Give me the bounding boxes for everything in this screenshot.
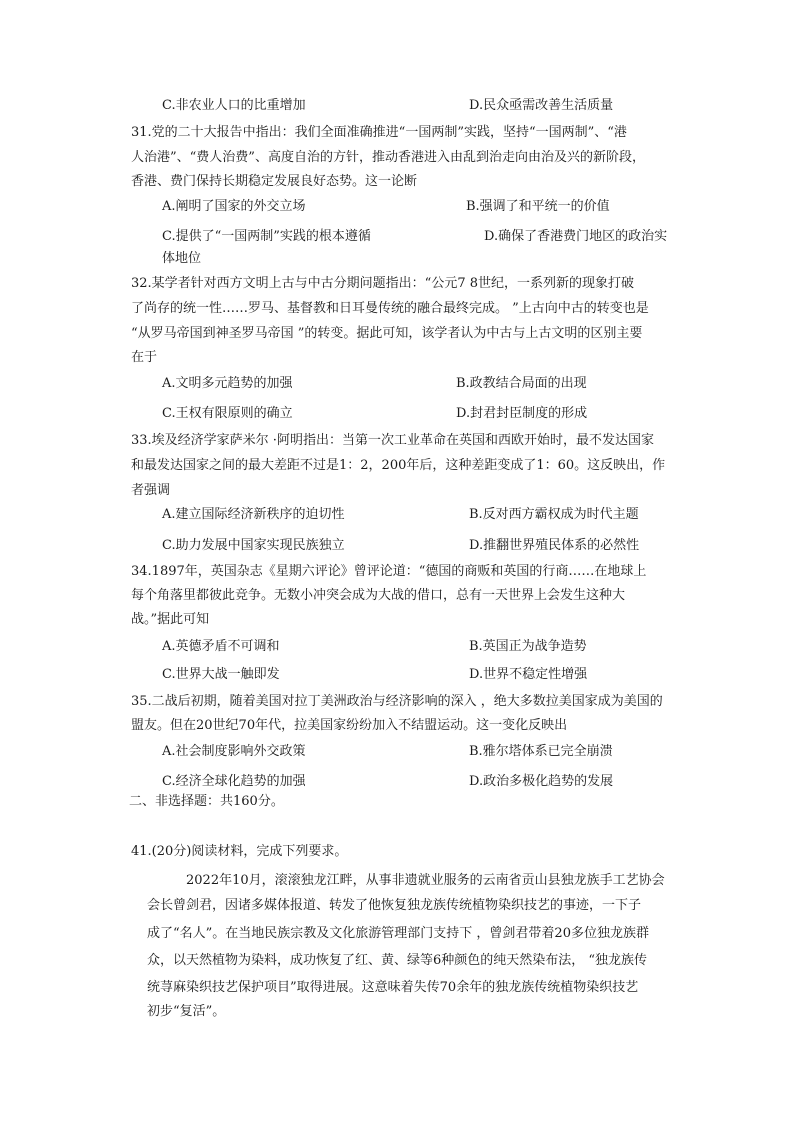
q35-option-c: C.经济全球化趋势的加强: [162, 774, 306, 789]
q32-option-c: C.王权有限原则的确立: [162, 406, 293, 421]
q34-stem-line-3: 战。”据此可知: [131, 612, 210, 627]
q33-option-a: A.建立国际经济新秩序的迫切性: [162, 507, 345, 522]
q34-option-a: A.英德矛盾不可调和: [162, 639, 280, 654]
q31-option-d: D.确保了香港费门地区的政治实: [484, 229, 668, 244]
q32-stem-line-3: “从罗马帝国到神圣罗马帝国 ”的转变。据此可知，该学者认为中古与上古文明的区别主要: [131, 326, 643, 341]
q32-stem-line-4: 在于: [131, 350, 158, 365]
q32-option-d: D.封君封臣制度的形成: [456, 406, 588, 421]
q33-stem-line-3: 者强调: [131, 483, 171, 498]
q30-option-d: D.民众亟需改善生活质量: [469, 98, 614, 113]
q35-stem-line-2: 盟友。但在20世纪70年代，拉美国家纷纷加入不结盟运动。这一变化反映出: [131, 718, 568, 733]
q32-option-b: B.政教结合局面的出现: [456, 376, 587, 391]
q34-option-b: B.英国正为战争造势: [469, 639, 587, 654]
q34-option-d: D.世界不稳定性增强: [469, 667, 588, 682]
q33-stem-line-2: 和最发达国家之间的最大差距不过是1：2，200年后，这种差距变成了1：60。这反映出，作: [131, 458, 666, 473]
q34-option-c: C.世界大战一触即发: [162, 667, 280, 682]
q41-paragraph-line-4: 众，以天然植物为染料，成功恢复了红、黄、绿等6种颜色的纯天然染布法， “独龙族传: [147, 953, 648, 968]
q31-option-a: A.阐明了国家的外交立场: [162, 199, 306, 214]
q35-option-b: B.雅尔塔体系已完全崩溃: [469, 744, 613, 759]
q32-stem-line-2: 了尚存的统一性……罗马、基督教和日耳曼传统的融合最终完成。 ”上古向中古的转变也是: [131, 301, 649, 316]
section-heading: 二、非选择题：共160分。: [129, 794, 284, 809]
q41-paragraph-line-3: 成了“名人”。在当地民族宗教及文化旅游管理部门支持下 ，曾剑君带着20多位独龙族群: [147, 926, 649, 941]
q41-paragraph-line-2: 会长曾剑君，因诸多媒体报道、转发了他恢复独龙族传统植物染织技艺的事迹，一下子: [147, 898, 642, 913]
q35-option-a: A.社会制度影响外交政策: [162, 744, 306, 759]
q41-paragraph-line-1: 2022年10月，滚滚独龙江畔，从事非遗就业服务的云南省贡山县独龙族手工艺协会: [186, 873, 665, 888]
q32-stem-line-1: 32.某学者针对西方文明上古与中古分期问题指出：“公元7 8世纪，一系列新的现象打破: [131, 276, 634, 291]
q33-option-c: C.助力发展中国家实现民族独立: [162, 538, 345, 553]
q30-option-c: C.非农业人口的比重增加: [162, 98, 306, 113]
q34-stem-line-2: 每个角落里都彼此竞争。无数小冲突会成为大战的借口，总有一天世界上会发生这种大: [131, 588, 626, 603]
q41-paragraph-line-5: 统荨麻染织技艺保护项目”取得进展。这意味着失传70余年的独龙族传统植物染织技艺: [147, 980, 639, 995]
q31-option-d-continued: 体地位: [162, 251, 202, 266]
q31-stem-line-1: 31.党的二十大报告中指出：我们全面准确推进“一国两制”实践，坚持“一国两制”、“港: [131, 125, 627, 140]
q32-option-a: A.文明多元趋势的加强: [162, 376, 293, 391]
q41-paragraph-line-6: 初步“复活”。: [147, 1004, 226, 1019]
q31-stem-line-2: 人治港”、“费人治费”、高度自治的方针，推动香港进入由乱到治走向由治及兴的新阶段，: [131, 150, 645, 165]
q34-stem-line-1: 34.1897年，英国杂志《星期六评论》曾评论道：“德国的商贩和英国的行商……在地球上: [131, 564, 647, 579]
q33-option-b: B.反对西方霸权成为时代主题: [469, 507, 639, 522]
q33-option-d: D.推翻世界殖民体系的必然性: [469, 538, 640, 553]
q41-title: 41.(20分)阅读材料，完成下列要求。: [131, 844, 348, 859]
q31-option-b: B.强调了和平统一的价值: [466, 199, 610, 214]
q31-option-c: C.提供了“一国两制”实践的根本遵循: [162, 229, 371, 244]
q35-option-d: D.政治多极化趋势的发展: [469, 774, 614, 789]
q35-stem-line-1: 35.二战后初期，随着美国对拉丁美洲政治与经济影响的深入 ，绝大多数拉美国家成为美国的: [131, 694, 663, 709]
q33-stem-line-1: 33.埃及经济学家萨米尔 ·阿明指出：当第一次工业革命在英国和西欧开始时，最不发达国家: [131, 433, 654, 448]
q31-stem-line-3: 香港、费门保持长期稳定发展良好态势。这一论断: [131, 174, 418, 189]
